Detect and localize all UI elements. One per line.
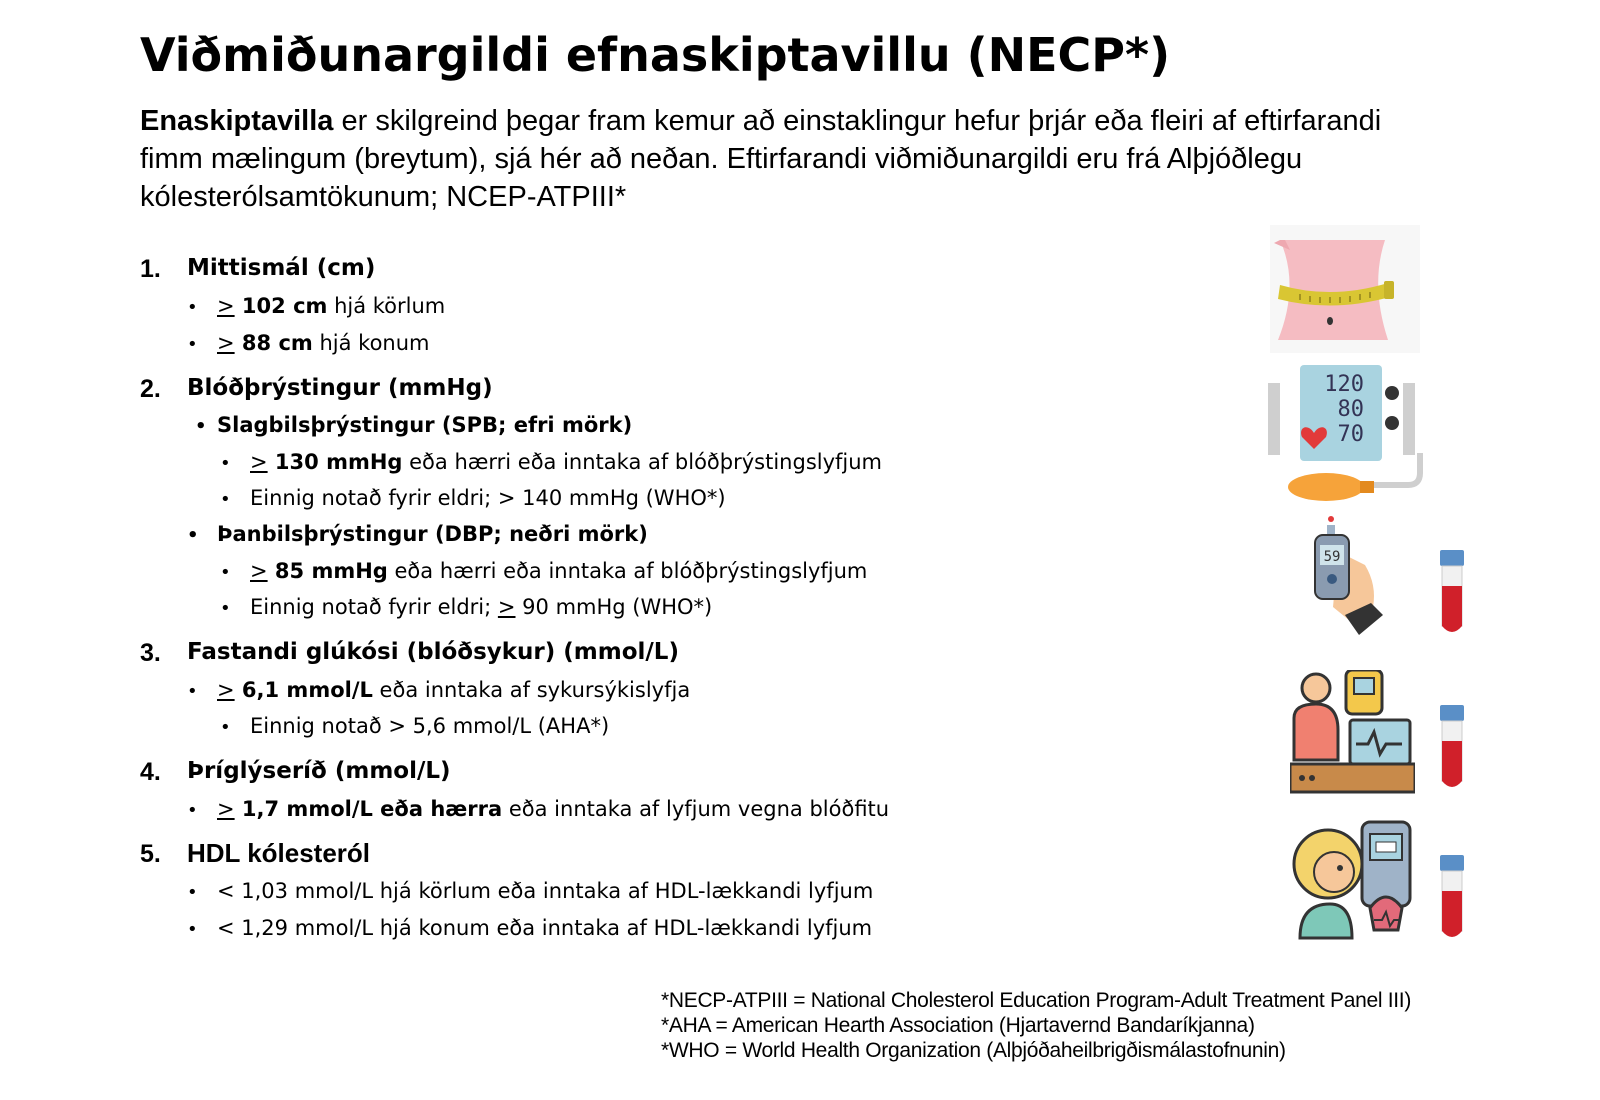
- patient-analyzer-icon: [1290, 820, 1415, 940]
- svg-text:80: 80: [1337, 397, 1364, 422]
- waist-men-line: • > 102 cm hjá körlum: [187, 294, 446, 318]
- footnotes: [661, 988, 1421, 1063]
- svg-text:59: 59: [1323, 549, 1341, 565]
- item-number-3: 3.: [140, 639, 161, 667]
- footnote-aha: *AHA = American Hearth Association (Hjartavernd Bandaríkjanna): [661, 1014, 1255, 1037]
- heading-triglycerides: Þríglýseríð (mmol/L): [187, 758, 451, 784]
- svg-text:120: 120: [1324, 372, 1364, 397]
- sbp-alt-line: • Einnig notað fyrir eldri; > 140 mmHg (WHO*): [220, 486, 726, 510]
- item-number-5: 5.: [140, 840, 161, 868]
- footnote-ncep: *NECP-ATPIII = National Cholesterol Education Program-Adult Treatment Panel III): [661, 989, 1412, 1012]
- tg-main-line: • > 1,7 mmol/L eða hærra eða inntaka af lyfjum vegna blóðfitu: [187, 797, 890, 821]
- blood-tube-icon: [1438, 855, 1466, 943]
- intro-text: er skilgreind þegar fram kemur að einstaklingur hefur þrjár eða fleiri af eftirfarandi fimm mælingum (breytum), sjá hér að neðan. Eftirfarandi viðmiðunargildi eru frá Alþjóðlegu kólesterólsamtökunum; NCEP-ATPIII*: [140, 105, 1382, 213]
- page-title: Viðmiðunargildi efnaskiptavillu (NECP*): [140, 28, 1171, 82]
- glucose-alt-line: • Einnig notað > 5,6 mmol/L (AHA*): [220, 714, 610, 738]
- dbp-main-line: • > 85 mmHg eða hærri eða inntaka af blóðþrýstingslyfjum: [220, 559, 868, 583]
- hdl-women-line: • < 1,29 mmol/L hjá konum eða inntaka af HDL-lækkandi lyfjum: [187, 916, 873, 940]
- blood-tube-icon: [1438, 550, 1466, 638]
- heading-glucose: Fastandi glúkósi (blóðsykur) (mmol/L): [187, 639, 679, 665]
- dbp-heading: • Þanbilsþrýstingur (DBP; neðri mörk): [187, 522, 648, 546]
- waist-women-line: • > 88 cm hjá konum: [187, 331, 430, 355]
- intro-paragraph: [140, 102, 1440, 216]
- svg-text:70: 70: [1337, 422, 1364, 447]
- heading-bp: Blóðþrýstingur (mmHg): [187, 375, 493, 401]
- blood-pressure-monitor-icon: [1268, 365, 1426, 505]
- hdl-men-line: • < 1,03 mmol/L hjá körlum eða inntaka af HDL-lækkandi lyfjum: [187, 879, 874, 903]
- glucose-main-line: • > 6,1 mmol/L eða inntaka af sykursýkislyfja: [187, 678, 691, 702]
- item-number-1: 1.: [140, 255, 161, 283]
- doctor-monitor-icon: [1290, 670, 1415, 794]
- item-number-4: 4.: [140, 758, 161, 786]
- dbp-alt-line: • Einnig notað fyrir eldri; > 90 mmHg (WHO*): [220, 595, 713, 619]
- intro-bold-term: Enaskiptavilla: [140, 105, 334, 137]
- sbp-heading: • Slagbilsþrýstingur (SPB; efri mörk): [195, 413, 633, 437]
- heading-hdl: HDL kólesteról: [187, 838, 371, 868]
- sbp-main-line: • > 130 mmHg eða hærri eða inntaka af blóðþrýstingslyfjum: [220, 450, 883, 474]
- footnote-who: *WHO = World Health Organization (Alþjóðaheilbrigðismálastofnunin): [661, 1039, 1286, 1062]
- glucose-meter-hand-icon: [1305, 515, 1385, 637]
- heading-waist: Mittismál (cm): [187, 255, 376, 281]
- waist-tape-icon: [1270, 225, 1420, 353]
- blood-tube-icon: [1438, 705, 1466, 793]
- item-number-2: 2.: [140, 375, 161, 403]
